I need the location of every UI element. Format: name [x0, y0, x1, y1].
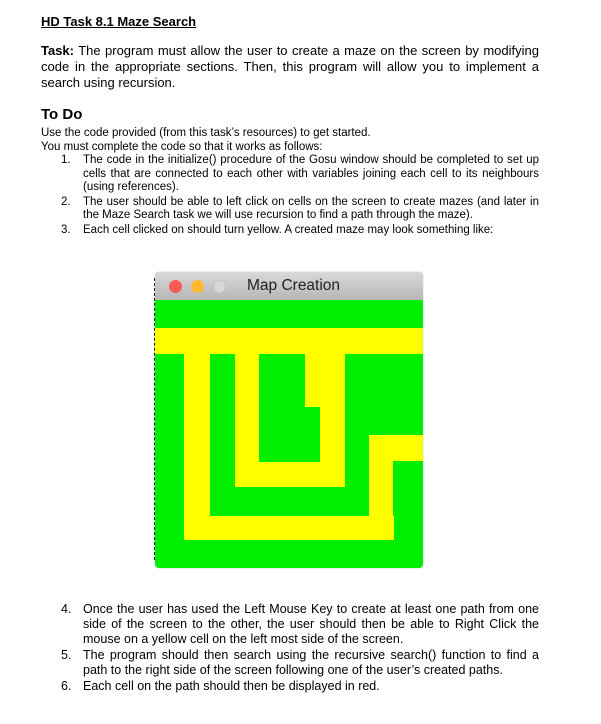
- item-number: 2.: [61, 195, 71, 208]
- list-item: [61, 224, 539, 238]
- map-creation-window: [155, 272, 423, 568]
- close-icon: [169, 280, 182, 293]
- window-titlebar: [155, 272, 423, 300]
- item-number: 1.: [61, 154, 71, 166]
- maze-cell-path: [184, 328, 210, 518]
- window-title: Map Creation: [247, 277, 341, 294]
- list-item: [61, 602, 539, 647]
- item-text: Each cell clicked on should turn yellow. A created maze may look something like:: [83, 223, 494, 236]
- item-text: Each cell on the path should then be displayed in red.: [83, 679, 380, 693]
- maze-grid: [155, 300, 423, 568]
- intro-line: Use the code provided (from this task’s resources) to get started.: [41, 127, 371, 139]
- item-text: Once the user has used the Left Mouse Key to create at least one path from one side of the screen to the other, the user should then be able to Right Click the mouse on a yellow cell on the left most side of the screen.: [83, 602, 539, 646]
- item-text: The user should be able to left click on cells on the screen to create mazes (and later in the Maze Search task we will use recursion to find a path through the maze).: [83, 195, 539, 221]
- list-item: [61, 154, 539, 195]
- item-number: 3.: [61, 223, 71, 236]
- minimize-icon: [191, 280, 204, 293]
- maze-cell-path: [184, 516, 394, 540]
- task-text: The program must allow the user to create a maze on the screen by modifying code in the appropriate sections. Then, this program will allow you to implement a search using recursion.: [41, 43, 539, 90]
- todo-heading: To Do: [41, 106, 83, 123]
- item-text: The code in the initialize() procedure of the Gosu window should be completed to set up cells that are connected to each other with variables joining each cell to its neighbours (using references).: [83, 154, 539, 193]
- item-number: 5.: [61, 648, 72, 662]
- maze-cell-path: [369, 435, 423, 461]
- item-number: 4.: [61, 602, 72, 616]
- task-paragraph: [41, 43, 539, 91]
- steps-list-after: [61, 602, 539, 695]
- list-item: [61, 679, 539, 694]
- steps-list-before: [61, 154, 539, 238]
- item-number: 6.: [61, 679, 72, 693]
- intro-line: You must complete the code so that it works as follows:: [41, 141, 323, 153]
- list-item: [61, 196, 539, 223]
- task-label: Task:: [41, 43, 74, 58]
- item-text: The program should then search using the recursive search() function to find a path to the right side of the screen following one of the user’s created paths.: [83, 648, 539, 677]
- maze-cell-path: [305, 352, 329, 407]
- zoom-icon: [213, 280, 226, 293]
- intro-text: [41, 126, 371, 154]
- page-title: HD Task 8.1 Maze Search: [41, 14, 197, 29]
- list-item: [61, 648, 539, 678]
